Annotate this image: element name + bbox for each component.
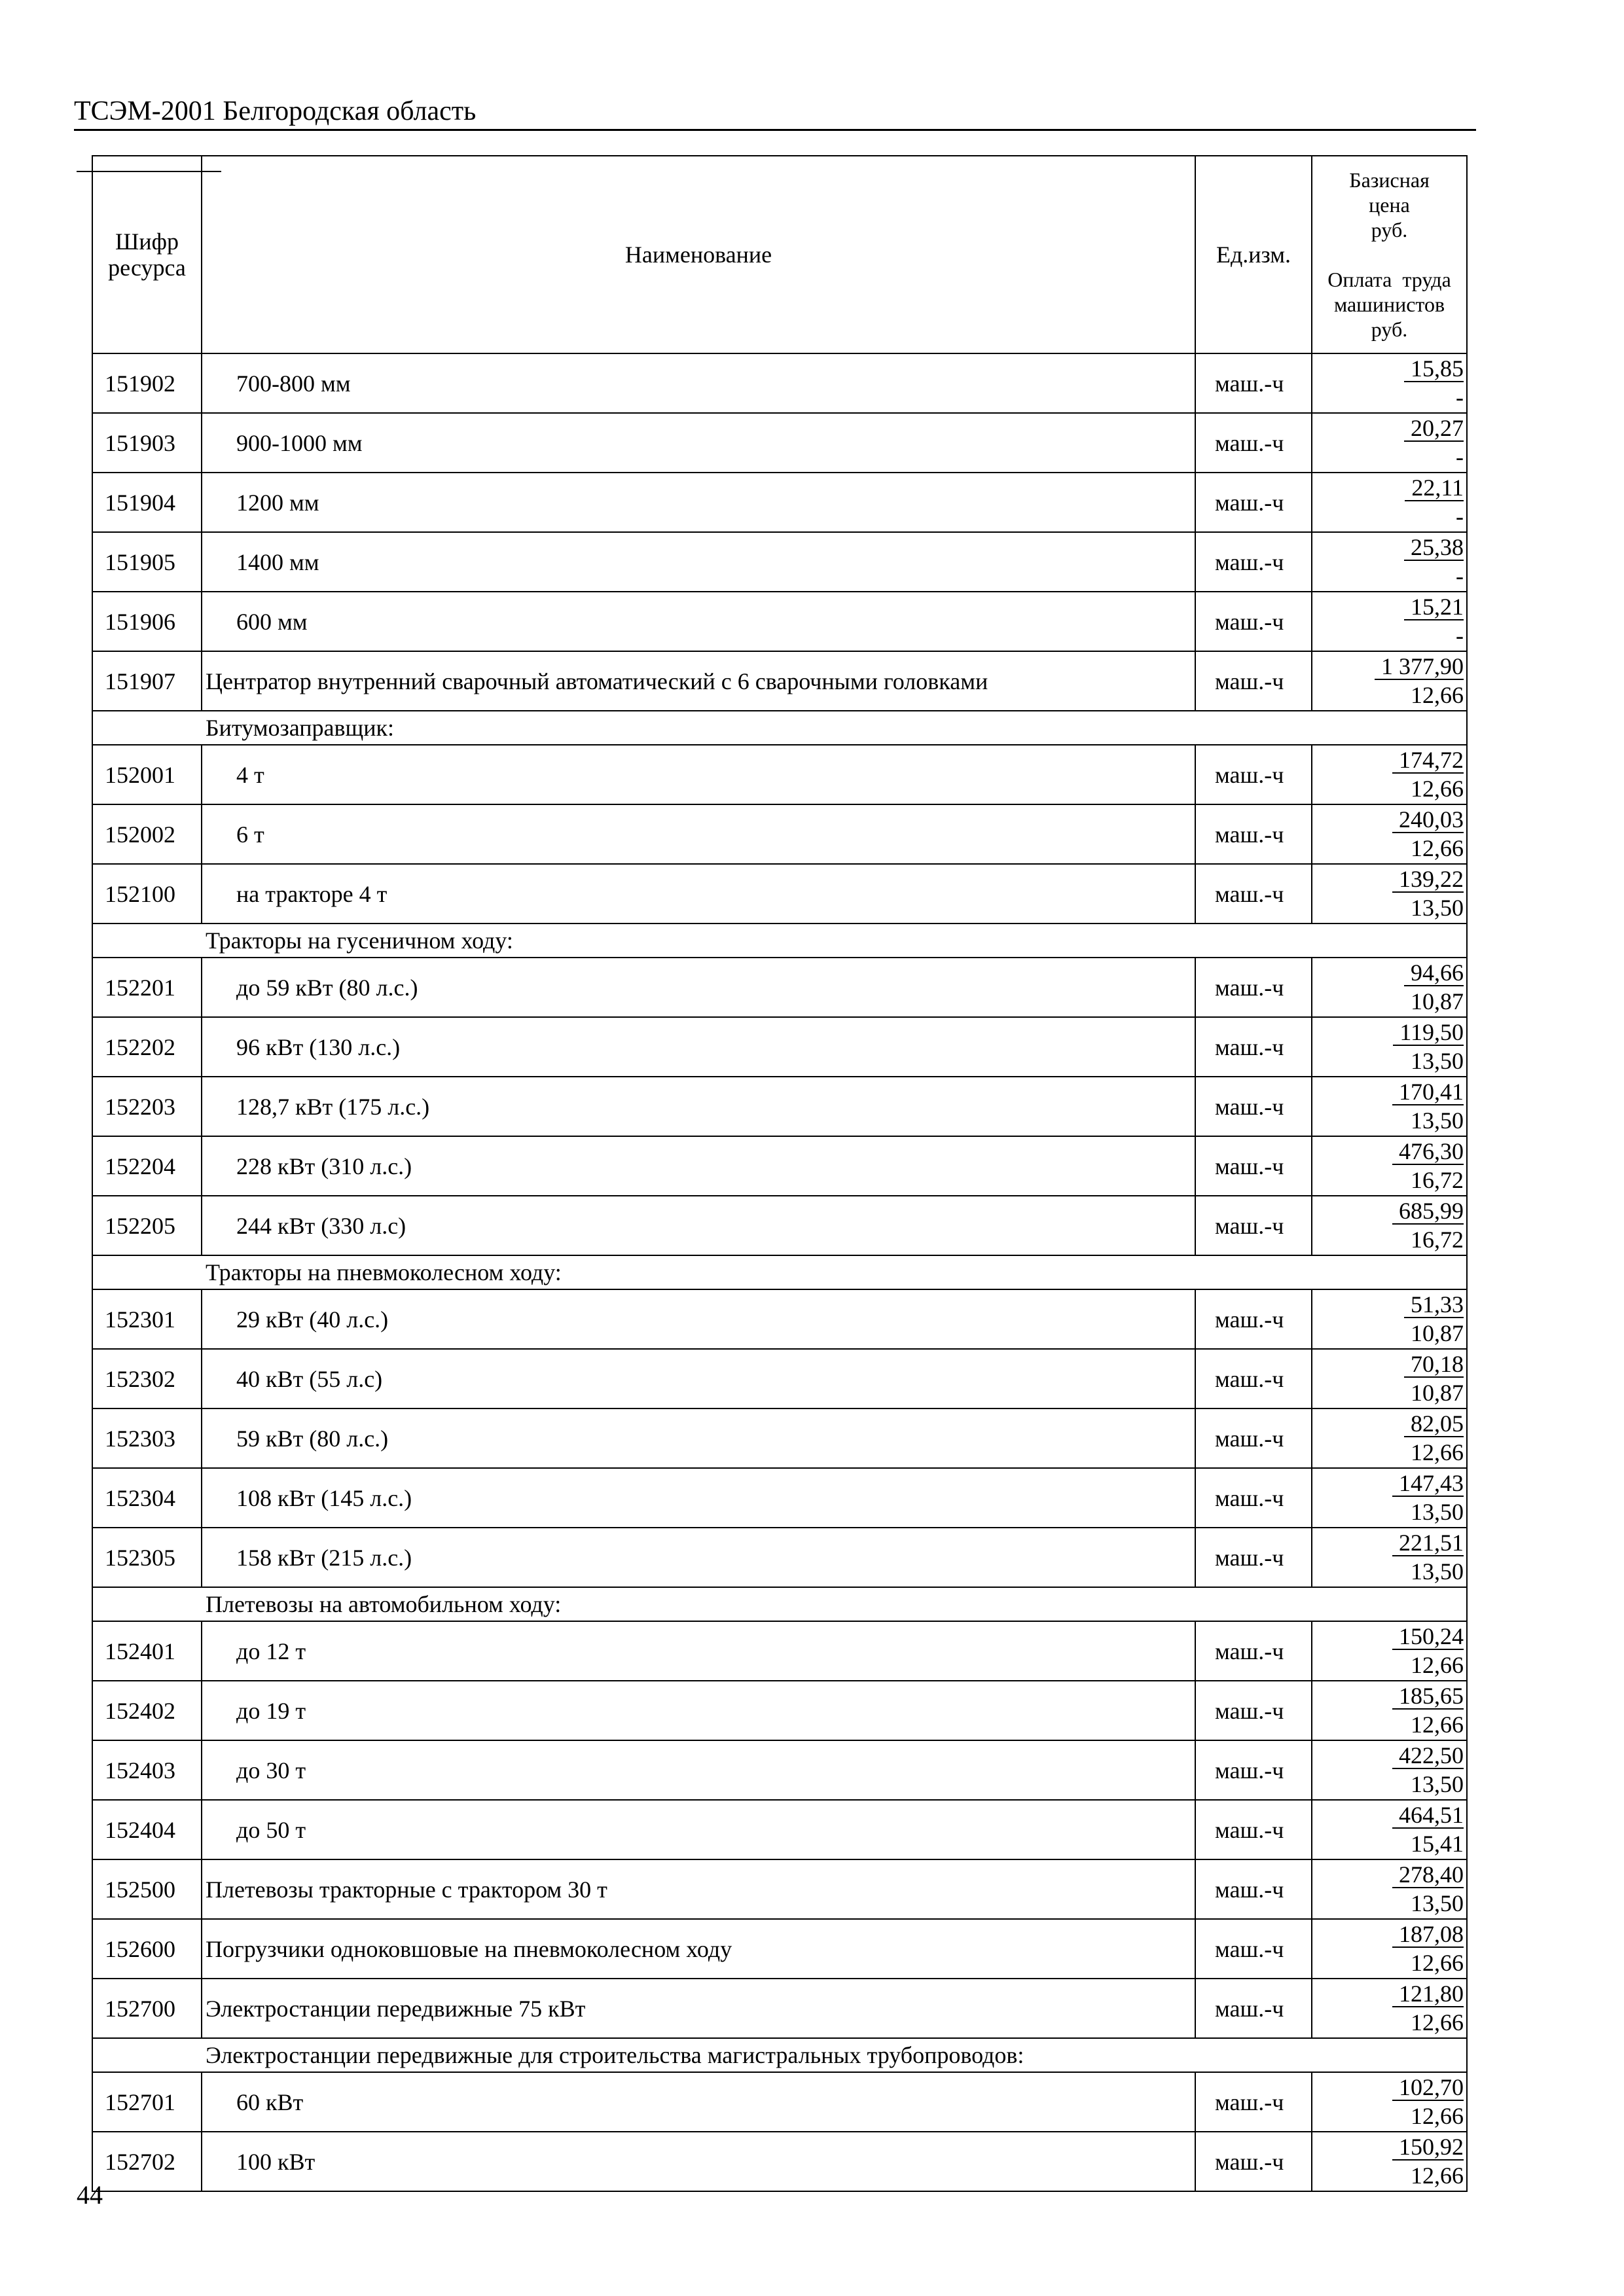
table-header <box>92 156 1467 353</box>
operator-pay: 13,50 <box>1411 1771 1464 1797</box>
base-price-line <box>1312 652 1464 681</box>
table-row <box>92 1408 1467 1468</box>
price-cell <box>1312 1621 1467 1681</box>
base-price-line <box>1312 1409 1464 1438</box>
header-base-price-line: Базисная <box>1349 168 1430 192</box>
table-row <box>92 651 1467 711</box>
resource-code: 152404 <box>92 1800 202 1859</box>
unit-of-measure: маш.-ч <box>1195 1468 1312 1528</box>
resource-name: 1200 мм <box>202 473 1195 532</box>
operator-pay: 15,41 <box>1411 1831 1464 1857</box>
header-operator-pay-line: машинистов <box>1333 293 1445 316</box>
price-cell <box>1312 1740 1467 1800</box>
base-price: 70,18 <box>1404 1352 1464 1378</box>
operator-pay: 12,66 <box>1411 2162 1464 2189</box>
resource-code: 151904 <box>92 473 202 532</box>
unit-of-measure: маш.-ч <box>1195 2132 1312 2191</box>
unit-of-measure: маш.-ч <box>1195 2072 1312 2132</box>
base-price-line <box>1312 958 1464 987</box>
base-price-line <box>1312 1469 1464 1498</box>
resource-name: 6 т <box>202 804 1195 864</box>
table-row <box>92 745 1467 804</box>
price-cell <box>1312 532 1467 592</box>
table-row <box>92 1919 1467 1979</box>
resource-name: 600 мм <box>202 592 1195 651</box>
base-price: 15,85 <box>1404 356 1464 382</box>
unit-of-measure: маш.-ч <box>1195 864 1312 924</box>
resource-name: до 30 т <box>202 1740 1195 1800</box>
table-row <box>92 1740 1467 1800</box>
operator-pay: 10,87 <box>1411 988 1464 1014</box>
header-row <box>92 156 1467 353</box>
resource-name: 128,7 кВт (175 л.с.) <box>202 1077 1195 1136</box>
section-row <box>92 924 1467 958</box>
unit-of-measure: маш.-ч <box>1195 1681 1312 1740</box>
operator-pay: - <box>1456 622 1464 649</box>
base-price: 15,21 <box>1404 594 1464 620</box>
resource-code: 152204 <box>92 1136 202 1196</box>
table-row <box>92 1468 1467 1528</box>
resource-name: Погрузчики одноковшовые на пневмоколесном ходу <box>202 1919 1195 1979</box>
resource-name: 100 кВт <box>202 2132 1195 2191</box>
base-price: 1 377,90 <box>1375 654 1464 680</box>
section-row <box>92 1587 1467 1621</box>
resource-name: 60 кВт <box>202 2072 1195 2132</box>
resource-code: 152401 <box>92 1621 202 1681</box>
table-row <box>92 2132 1467 2191</box>
operator-pay: - <box>1456 384 1464 410</box>
section-title: Тракторы на гусеничном ходу: <box>92 924 1467 958</box>
base-price: 94,66 <box>1404 960 1464 986</box>
base-price-line <box>1312 2073 1464 2102</box>
resource-code: 152305 <box>92 1528 202 1587</box>
page-number: 44 <box>77 2180 103 2210</box>
resource-name: 244 кВт (330 л.с) <box>202 1196 1195 1255</box>
unit-of-measure: маш.-ч <box>1195 1017 1312 1077</box>
resource-name: до 59 кВт (80 л.с.) <box>202 958 1195 1017</box>
resource-code: 152500 <box>92 1859 202 1919</box>
price-cell <box>1312 1979 1467 2038</box>
base-price-line <box>1312 865 1464 893</box>
price-cell <box>1312 1077 1467 1136</box>
base-price-line <box>1312 1528 1464 1557</box>
unit-of-measure: маш.-ч <box>1195 1289 1312 1349</box>
price-cell <box>1312 2132 1467 2191</box>
resource-name: Центратор внутренний сварочный автоматический с 6 сварочными головками <box>202 651 1195 711</box>
base-price-line <box>1312 1920 1464 1948</box>
unit-of-measure: маш.-ч <box>1195 1349 1312 1408</box>
table-row <box>92 413 1467 473</box>
table-row <box>92 1196 1467 1255</box>
header-price-gap <box>1312 242 1466 267</box>
price-cell <box>1312 1919 1467 1979</box>
resource-name: 40 кВт (55 л.с) <box>202 1349 1195 1408</box>
resource-name: 900-1000 мм <box>202 413 1195 473</box>
resource-name: до 12 т <box>202 1621 1195 1681</box>
price-cell <box>1312 1349 1467 1408</box>
operator-pay: 13,50 <box>1411 1048 1464 1074</box>
section-title: Тракторы на пневмоколесном ходу: <box>92 1255 1467 1289</box>
section-row <box>92 2038 1467 2072</box>
price-cell <box>1312 1289 1467 1349</box>
unit-of-measure: маш.-ч <box>1195 1979 1312 2038</box>
unit-of-measure: маш.-ч <box>1195 532 1312 592</box>
resource-name: 108 кВт (145 л.с.) <box>202 1468 1195 1528</box>
resource-name: 700-800 мм <box>202 353 1195 413</box>
base-price-line <box>1312 414 1464 442</box>
table-row <box>92 1621 1467 1681</box>
base-price-line <box>1312 354 1464 383</box>
operator-pay: 10,87 <box>1411 1380 1464 1406</box>
resource-name: 158 кВт (215 л.с.) <box>202 1528 1195 1587</box>
base-price-line <box>1312 1350 1464 1378</box>
running-title: ТСЭМ-2001 Белгородская область <box>74 96 477 126</box>
base-price: 121,80 <box>1392 1981 1464 2007</box>
base-price: 685,99 <box>1392 1198 1464 1225</box>
resource-code: 152100 <box>92 864 202 924</box>
header-base-price-line: цена <box>1369 193 1410 217</box>
price-cell <box>1312 745 1467 804</box>
table-row <box>92 1528 1467 1587</box>
operator-pay: - <box>1456 444 1464 470</box>
table-row <box>92 1800 1467 1859</box>
price-cell <box>1312 2072 1467 2132</box>
unit-of-measure: маш.-ч <box>1195 1528 1312 1587</box>
base-price-line <box>1312 1860 1464 1889</box>
base-price: 25,38 <box>1404 535 1464 561</box>
unit-of-measure: маш.-ч <box>1195 745 1312 804</box>
operator-pay: 13,50 <box>1411 895 1464 921</box>
base-price-line <box>1312 1077 1464 1106</box>
resource-code: 152202 <box>92 1017 202 1077</box>
price-cell <box>1312 592 1467 651</box>
header-unit: Ед.изм. <box>1195 156 1312 353</box>
base-price-line <box>1312 1137 1464 1166</box>
table-row <box>92 864 1467 924</box>
operator-pay: 10,87 <box>1411 1320 1464 1346</box>
price-cell <box>1312 1800 1467 1859</box>
base-price: 464,51 <box>1392 1803 1464 1829</box>
base-price-line <box>1312 745 1464 774</box>
price-cell <box>1312 804 1467 864</box>
operator-pay: - <box>1456 503 1464 529</box>
base-price: 174,72 <box>1392 747 1464 774</box>
table-row <box>92 592 1467 651</box>
base-price: 278,40 <box>1392 1862 1464 1888</box>
base-price: 240,03 <box>1392 807 1464 833</box>
section-title: Плетевозы на автомобильном ходу: <box>92 1587 1467 1621</box>
unit-of-measure: маш.-ч <box>1195 651 1312 711</box>
stray-rule <box>77 171 221 172</box>
table-row <box>92 1681 1467 1740</box>
base-price: 476,30 <box>1392 1139 1464 1165</box>
base-price-line <box>1312 1018 1464 1047</box>
unit-of-measure: маш.-ч <box>1195 1077 1312 1136</box>
resource-code: 152002 <box>92 804 202 864</box>
unit-of-measure: маш.-ч <box>1195 592 1312 651</box>
operator-pay: 13,50 <box>1411 1107 1464 1134</box>
operator-pay: 12,66 <box>1411 2103 1464 2129</box>
price-cell <box>1312 1681 1467 1740</box>
resource-code: 151902 <box>92 353 202 413</box>
resource-code: 152001 <box>92 745 202 804</box>
operator-pay: 12,66 <box>1411 1439 1464 1465</box>
header-base-price-line: руб. <box>1371 218 1408 242</box>
operator-pay: 12,66 <box>1411 1950 1464 1976</box>
base-price-line <box>1312 1681 1464 1710</box>
resource-name: Электростанции передвижные 75 кВт <box>202 1979 1195 2038</box>
resource-name: 59 кВт (80 л.с.) <box>202 1408 1195 1468</box>
resource-code: 151907 <box>92 651 202 711</box>
table-row <box>92 1979 1467 2038</box>
base-price: 170,41 <box>1392 1079 1464 1105</box>
table-row <box>92 1859 1467 1919</box>
header-price <box>1312 156 1467 353</box>
header-operator-pay-line: Оплата труда <box>1327 268 1451 291</box>
unit-of-measure: маш.-ч <box>1195 958 1312 1017</box>
header-code-line: Шифр <box>115 228 179 255</box>
resource-code: 152600 <box>92 1919 202 1979</box>
table-row <box>92 532 1467 592</box>
price-cell <box>1312 1017 1467 1077</box>
price-cell <box>1312 958 1467 1017</box>
resource-name: до 50 т <box>202 1800 1195 1859</box>
unit-of-measure: маш.-ч <box>1195 1919 1312 1979</box>
base-price: 119,50 <box>1393 1020 1464 1046</box>
resource-name: 4 т <box>202 745 1195 804</box>
header-code-line: ресурса <box>108 255 186 281</box>
price-cell <box>1312 473 1467 532</box>
base-price-line <box>1312 473 1464 502</box>
resource-table <box>92 155 1468 2192</box>
base-price: 51,33 <box>1404 1292 1464 1318</box>
resource-name: на тракторе 4 т <box>202 864 1195 924</box>
resource-code: 152203 <box>92 1077 202 1136</box>
base-price-line <box>1312 805 1464 834</box>
resource-name: 96 кВт (130 л.с.) <box>202 1017 1195 1077</box>
table-row <box>92 1289 1467 1349</box>
base-price-line <box>1312 1290 1464 1319</box>
base-price-line <box>1312 1741 1464 1770</box>
unit-of-measure: маш.-ч <box>1195 473 1312 532</box>
base-price-line <box>1312 1622 1464 1651</box>
base-price: 422,50 <box>1392 1743 1464 1769</box>
base-price-line <box>1312 1196 1464 1225</box>
unit-of-measure: маш.-ч <box>1195 804 1312 864</box>
table-row <box>92 1136 1467 1196</box>
base-price: 20,27 <box>1404 416 1464 442</box>
base-price: 150,92 <box>1392 2134 1464 2161</box>
table-row <box>92 958 1467 1017</box>
header-rule <box>74 129 1476 131</box>
base-price: 102,70 <box>1392 2075 1464 2101</box>
resource-code: 152700 <box>92 1979 202 2038</box>
operator-pay: 13,50 <box>1411 1890 1464 1916</box>
resource-code: 152304 <box>92 1468 202 1528</box>
resource-code: 152403 <box>92 1740 202 1800</box>
operator-pay: 13,50 <box>1411 1558 1464 1585</box>
operator-pay: 16,72 <box>1411 1227 1464 1253</box>
operator-pay: 12,66 <box>1411 682 1464 708</box>
resource-code: 151903 <box>92 413 202 473</box>
resource-code: 152303 <box>92 1408 202 1468</box>
base-price: 147,43 <box>1392 1471 1464 1497</box>
base-price: 22,11 <box>1405 475 1464 501</box>
resource-code: 152402 <box>92 1681 202 1740</box>
base-price: 82,05 <box>1404 1411 1464 1437</box>
base-price-line <box>1312 592 1464 621</box>
base-price-line <box>1312 1801 1464 1829</box>
table-row <box>92 2072 1467 2132</box>
price-cell <box>1312 651 1467 711</box>
operator-pay: 13,50 <box>1411 1499 1464 1525</box>
header-name: Наименование <box>202 156 1195 353</box>
operator-pay: 12,66 <box>1411 1652 1464 1678</box>
base-price: 185,65 <box>1392 1683 1464 1710</box>
resource-name: 1400 мм <box>202 532 1195 592</box>
price-cell <box>1312 1528 1467 1587</box>
operator-pay: 12,66 <box>1411 2009 1464 2036</box>
unit-of-measure: маш.-ч <box>1195 1408 1312 1468</box>
section-row <box>92 1255 1467 1289</box>
resource-name: 228 кВт (310 л.с.) <box>202 1136 1195 1196</box>
unit-of-measure: маш.-ч <box>1195 1859 1312 1919</box>
table-body <box>92 353 1467 2191</box>
header-code <box>92 156 202 353</box>
operator-pay: 12,66 <box>1411 776 1464 802</box>
price-cell <box>1312 1136 1467 1196</box>
price-cell <box>1312 864 1467 924</box>
base-price-line <box>1312 1979 1464 2008</box>
table-row <box>92 1077 1467 1136</box>
header-operator-pay-line: руб. <box>1371 317 1408 341</box>
resource-code: 152702 <box>92 2132 202 2191</box>
price-cell <box>1312 1196 1467 1255</box>
operator-pay: 12,66 <box>1411 835 1464 861</box>
unit-of-measure: маш.-ч <box>1195 1800 1312 1859</box>
resource-code: 152302 <box>92 1349 202 1408</box>
base-price: 221,51 <box>1392 1530 1464 1556</box>
operator-pay: - <box>1456 563 1464 589</box>
base-price: 139,22 <box>1392 867 1464 893</box>
table-row <box>92 804 1467 864</box>
price-cell <box>1312 353 1467 413</box>
price-cell <box>1312 1408 1467 1468</box>
table-row <box>92 1017 1467 1077</box>
price-cell <box>1312 413 1467 473</box>
table-row <box>92 1349 1467 1408</box>
section-title: Электростанции передвижные для строительства магистральных трубопроводов: <box>92 2038 1467 2072</box>
unit-of-measure: маш.-ч <box>1195 1740 1312 1800</box>
table-row <box>92 473 1467 532</box>
base-price-line <box>1312 2132 1464 2161</box>
resource-code: 151906 <box>92 592 202 651</box>
unit-of-measure: маш.-ч <box>1195 1196 1312 1255</box>
unit-of-measure: маш.-ч <box>1195 353 1312 413</box>
resource-name: до 19 т <box>202 1681 1195 1740</box>
operator-pay: 16,72 <box>1411 1167 1464 1193</box>
section-row <box>92 711 1467 745</box>
resource-code: 151905 <box>92 532 202 592</box>
resource-code: 152301 <box>92 1289 202 1349</box>
table-row <box>92 353 1467 413</box>
operator-pay: 12,66 <box>1411 1712 1464 1738</box>
resource-code: 152205 <box>92 1196 202 1255</box>
unit-of-measure: маш.-ч <box>1195 1621 1312 1681</box>
base-price-line <box>1312 533 1464 562</box>
base-price: 187,08 <box>1392 1922 1464 1948</box>
unit-of-measure: маш.-ч <box>1195 413 1312 473</box>
resource-code: 152201 <box>92 958 202 1017</box>
base-price: 150,24 <box>1392 1624 1464 1650</box>
price-cell <box>1312 1468 1467 1528</box>
section-title: Битумозаправщик: <box>92 711 1467 745</box>
resource-name: 29 кВт (40 л.с.) <box>202 1289 1195 1349</box>
unit-of-measure: маш.-ч <box>1195 1136 1312 1196</box>
price-cell <box>1312 1859 1467 1919</box>
resource-name: Плетевозы тракторные с трактором 30 т <box>202 1859 1195 1919</box>
resource-code: 152701 <box>92 2072 202 2132</box>
